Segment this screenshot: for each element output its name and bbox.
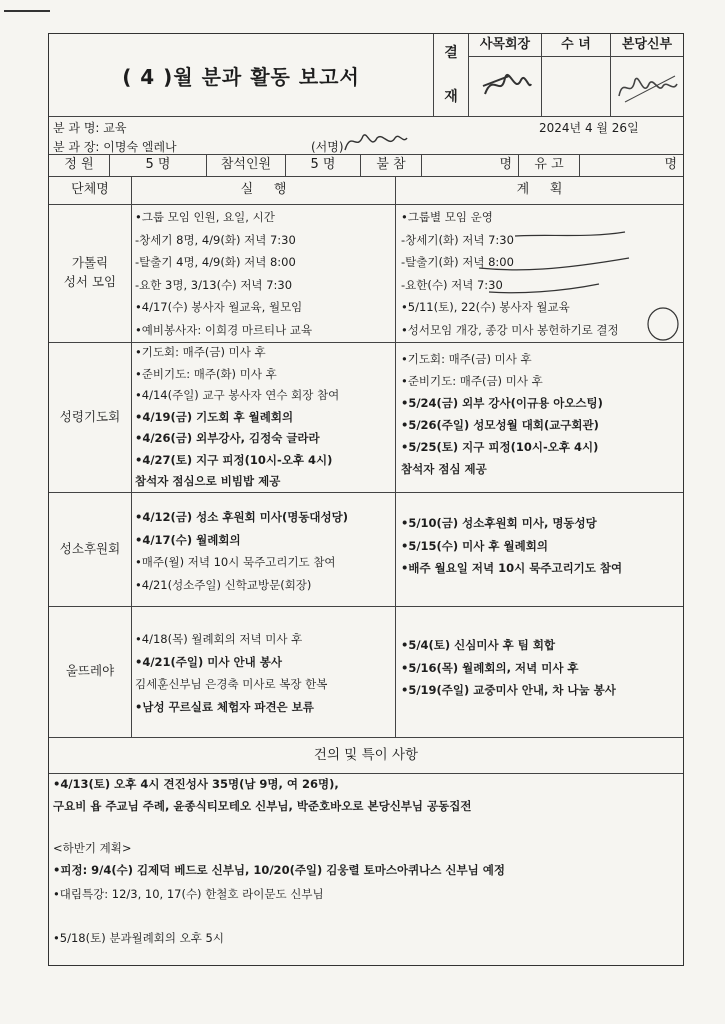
list-item: -탈출기(화) 저녁 8:00 [401, 255, 514, 269]
list-item: •준비기도: 매주(화) 미사 후 [135, 366, 277, 381]
section-label-bible-study: 가톨릭 성서 모임 [63, 255, 117, 289]
report-date: 2024년 4 월 26일 [539, 121, 639, 135]
section-label-prayer-group: 성령기도회 [59, 408, 121, 424]
list-item: -요한 3명, 3/13(수) 저녁 7:30 [135, 277, 293, 292]
section-label-vocation: 성소후원회 [59, 540, 121, 556]
head-label: 분 과 장: [53, 140, 100, 154]
list-item: •배주 월요일 저녁 10시 묵주고리기도 참여 [401, 561, 623, 575]
list-item: •4/14(주일) 교구 봉사자 연수 회장 참여 [135, 388, 340, 402]
list-item: •그룹별 모임 운영 [401, 210, 493, 224]
remark-line: <하반기 계획> [53, 841, 132, 855]
ultreya-plan [401, 634, 616, 702]
list-item: •5/15(수) 미사 후 월례회의 [401, 538, 548, 553]
list-item: •5/25(토) 지구 피정(10시-오후 4시) [401, 440, 599, 454]
vocation-execution [135, 506, 348, 596]
reason-label: 유 고 [534, 157, 564, 172]
list-item: •성서모임 개강, 종강 미사 봉헌하기로 결정 [401, 322, 619, 337]
list-item: •남성 꾸르실료 체험자 파견은 보류 [135, 699, 314, 714]
quota-value: 5 명 [145, 157, 171, 172]
report-title: ( 4 )월 분과 활동 보고서 [122, 64, 360, 89]
dept-label: 분 과 명: [53, 121, 100, 135]
list-item: •5/19(주일) 교중미사 안내, 차 나눔 봉사 [401, 683, 616, 697]
remark-line: •대림특강: 12/3, 10, 17(수) 한철호 라이문도 신부님 [53, 887, 324, 901]
attend-label: 참석인원 [220, 157, 272, 172]
approval-label-bottom: 재 [444, 89, 458, 105]
list-item: •4/18(목) 월례회의 저녁 미사 후 [135, 632, 303, 646]
bible-study-execution [135, 206, 312, 341]
list-item: -탈출기 4명, 4/9(화) 저녁 8:00 [135, 255, 296, 269]
list-item: •4/17(수) 월례회의 [135, 532, 241, 547]
list-item: •4/19(금) 기도회 후 월례회의 [135, 409, 294, 424]
vocation-plan [401, 512, 622, 580]
prayer-group-plan [401, 348, 603, 480]
list-item: •4/17(수) 봉사자 월교육, 월모임 [135, 300, 303, 314]
signature-label: (서명) [311, 140, 344, 154]
report-form [48, 33, 684, 966]
absent-value: 명 [499, 157, 512, 172]
prayer-group-execution [135, 342, 339, 493]
execution-column-header: 실 행 [240, 182, 287, 197]
quota-label: 정 원 [64, 157, 94, 172]
list-item: -창세기(화) 저녁 7:30 [401, 232, 514, 247]
attend-value: 5 명 [310, 157, 336, 172]
remark-line: •피정: 9/4(수) 김제덕 베드로 신부님, 10/20(주일) 김웅렬 토마스아퀴나스 신부님 예정 [53, 863, 505, 877]
list-item: •기도회: 매주(금) 미사 후 [135, 345, 266, 359]
list-item: •예비봉사자: 이희경 마르티나 교육 [135, 322, 313, 337]
pastor-signature [615, 70, 681, 106]
list-item: •4/21(주일) 미사 안내 봉사 [135, 654, 282, 669]
section-label-ultreya: 울뜨레야 [65, 663, 115, 679]
remark-line: 구요비 욥 주교님 주례, 윤종식티모테오 신부님, 박준호바오로 본당신부님 공동집전 [53, 799, 472, 813]
approver-sister: 수 녀 [561, 37, 591, 52]
list-item: -창세기 8명, 4/9(화) 저녁 7:30 [135, 232, 296, 247]
plan-column-header: 계 획 [516, 182, 563, 197]
list-item: •4/21(성소주일) 신학교방문(회장) [135, 577, 312, 592]
approval-label-top: 결 [444, 45, 458, 61]
list-item: •4/27(토) 지구 피정(10시-오후 4시) [135, 452, 333, 467]
approver-president: 사목회장 [479, 37, 531, 52]
absent-label: 불 참 [376, 157, 406, 172]
list-item: •5/16(목) 월례회의, 저녁 미사 후 [401, 660, 579, 675]
ultreya-execution [135, 628, 327, 718]
list-item: •준비기도: 매주(금) 미사 후 [401, 374, 543, 388]
list-item: •4/12(금) 성소 후원회 미사(명동대성당) [135, 510, 349, 524]
list-item: -요한(수) 저녁 7:30 [401, 277, 503, 292]
list-item: 참석자 점심으로 비빔밥 제공 [135, 474, 281, 488]
list-item: •그룹 모임 인원, 요일, 시간 [135, 210, 275, 224]
remark-line: •5/18(토) 분과월례회의 오후 5시 [53, 931, 224, 945]
head-name: 이명숙 엘레나 [103, 140, 177, 154]
list-item: •매주(월) 저녁 10시 묵주고리기도 참여 [135, 555, 336, 569]
approver-pastor: 본당신부 [621, 37, 673, 52]
reason-value: 명 [664, 157, 677, 172]
list-item: 김세훈신부님 은경축 미사로 복장 한복 [135, 677, 328, 691]
list-item: •5/24(금) 외부 강사(이규용 아오스팅) [401, 396, 603, 410]
dept-name: 교육 [103, 121, 127, 135]
plan-pen-marks [479, 222, 679, 342]
group-column-header: 단체명 [71, 182, 109, 197]
list-item: •5/10(금) 성소후원회 미사, 명동성당 [401, 516, 597, 530]
remark-line: •4/13(토) 오후 4시 견진성사 35명(남 9명, 여 26명), [53, 777, 339, 791]
list-item: •5/11(토), 22(수) 봉사자 월교육 [401, 300, 570, 314]
list-item: 참석자 점심 제공 [401, 462, 487, 476]
remarks-heading: 건의 및 특이 사항 [313, 747, 419, 763]
list-item: •기도회: 매주(금) 미사 후 [401, 352, 532, 366]
list-item: •5/4(토) 신심미사 후 팀 회합 [401, 638, 556, 652]
head-signature [341, 128, 411, 156]
list-item: •4/26(금) 외부강사, 김정숙 글라라 [135, 431, 320, 445]
president-signature [479, 64, 535, 104]
top-margin-mark [4, 10, 50, 12]
list-item: •5/26(주일) 성모성월 대회(교구회관) [401, 418, 599, 432]
